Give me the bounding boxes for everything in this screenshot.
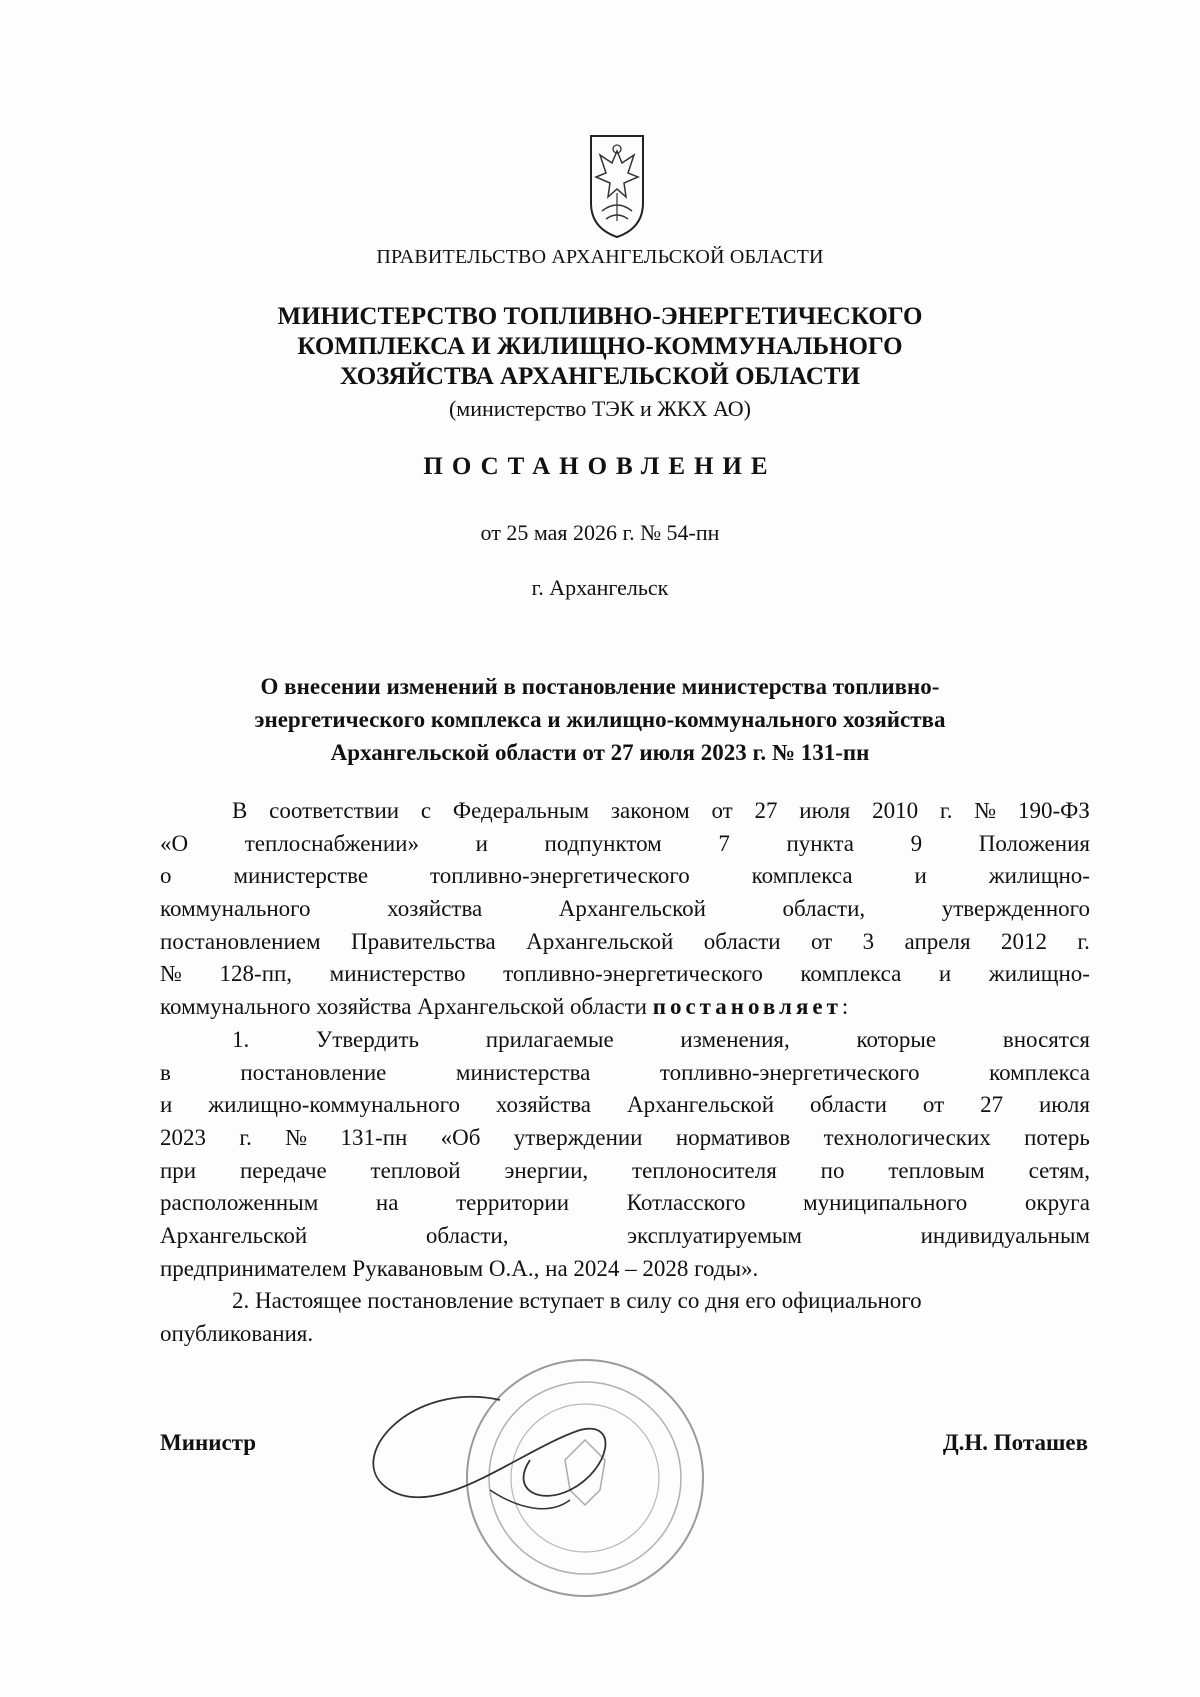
body-word: от [711, 798, 733, 823]
body-line [160, 1122, 1090, 1155]
body-word: жилищно- [988, 961, 1090, 987]
body-word: округа [1024, 1190, 1090, 1216]
body-line [160, 1057, 1090, 1090]
body-word: от [922, 1092, 945, 1118]
body-word: на [375, 1190, 399, 1216]
body-word: № [285, 1124, 308, 1150]
body-line [160, 1155, 1090, 1188]
body-line: опубликования. [160, 1321, 314, 1346]
body-word: нормативов [675, 1124, 791, 1150]
body-word: В [232, 798, 248, 823]
body-line [160, 926, 1090, 959]
body-word: топливно-энергетического [430, 863, 690, 889]
body-word: 1. [232, 1026, 250, 1052]
ministry-name [0, 302, 1200, 392]
body-word: законом [610, 798, 690, 823]
body-word: 190-ФЗ [1018, 798, 1090, 823]
body-word: г. [239, 1124, 252, 1150]
body-word: вносятся [1002, 1026, 1090, 1052]
title-line: энергетического комплекса и жилищно-коммунального хозяйства [254, 707, 946, 732]
body-line [160, 893, 1090, 926]
body-word: изменения, [680, 1026, 790, 1052]
body-word: 2023 [160, 1124, 206, 1150]
body-word: индивидуальным [920, 1222, 1090, 1248]
body-word: передаче [239, 1157, 327, 1183]
ministry-short-name: (министерство ТЭК и ЖКХ АО) [448, 396, 752, 421]
body-word: комплекса [800, 961, 902, 987]
body-word: области, [782, 896, 866, 922]
body-word: подпунктом [544, 830, 662, 856]
body-line [160, 860, 1090, 893]
body-word: г. [939, 798, 953, 823]
body-word: области [703, 928, 781, 954]
body-word: министерство [329, 961, 466, 987]
body-word: пункта [786, 830, 854, 856]
body-word: энергии, [504, 1157, 589, 1183]
body-word: Котласского [626, 1190, 746, 1216]
body-word: министерства [455, 1059, 591, 1085]
title-line: Архангельской области от 27 июля 2023 г. № 131-пн [330, 740, 870, 765]
document-body [160, 795, 1090, 1351]
body-word: комплекса [751, 863, 853, 889]
body-word: 27 [754, 798, 778, 823]
body-word: сетям, [1028, 1157, 1090, 1183]
decree-keyword: постановляет [652, 994, 842, 1020]
body-word: которые [856, 1026, 937, 1052]
body-line: 2. Настоящее постановление вступает в силу со дня его официального [232, 1288, 922, 1314]
ministry-name-line: МИНИСТЕРСТВО ТОПЛИВНО-ЭНЕРГЕТИЧЕСКОГО [277, 303, 923, 330]
body-word: «О [160, 830, 189, 856]
document-city: г. Архангельск [531, 575, 669, 600]
body-word: тепловым [888, 1157, 985, 1183]
body-line [160, 1220, 1090, 1253]
body-word: Архангельской [160, 1222, 308, 1248]
body-line [160, 795, 1090, 828]
body-word: 131-пн [340, 1124, 408, 1150]
body-line [160, 1024, 1090, 1057]
body-word: Архангельской [526, 928, 674, 954]
coat-of-arms-icon [588, 133, 646, 240]
body-word: с [420, 798, 432, 823]
body-word: и [938, 961, 952, 987]
body-word: № [974, 798, 997, 823]
body-word: № [160, 961, 182, 987]
body-word: министерстве [233, 863, 369, 889]
body-word: 2012 [1000, 928, 1047, 954]
body-word: 7 [718, 830, 730, 856]
body-word: коммунального [160, 896, 311, 922]
body-word: Федеральным [452, 798, 590, 823]
body-word: территории [456, 1190, 569, 1216]
body-word: и [914, 863, 927, 889]
body-word: утверждении [513, 1124, 643, 1150]
body-word: при [160, 1157, 197, 1183]
body-word: теплоносителя [632, 1157, 777, 1183]
body-word: прилагаемые [485, 1026, 614, 1052]
body-word: 2010 [872, 798, 919, 823]
body-word: технологических [823, 1124, 991, 1150]
body-line: предпринимателем Рукавановым О.А., на 2024 – 2028 годы». [160, 1255, 759, 1281]
body-text: коммунального хозяйства Архангельской области [160, 994, 653, 1020]
body-text: : [841, 994, 849, 1020]
body-word: муниципального [803, 1190, 968, 1216]
body-line [160, 991, 1090, 1024]
official-seal-with-signature [350, 1340, 810, 1640]
body-word: по [820, 1157, 845, 1183]
body-line [160, 958, 1090, 991]
body-word: соответствии [269, 798, 400, 823]
document-date-number: от 25 мая 2026 г. № 54-пн [480, 520, 720, 545]
government-name: ПРАВИТЕЛЬСТВО АРХАНГЕЛЬСКОЙ ОБЛАСТИ [376, 246, 824, 268]
body-word: и [160, 1092, 173, 1118]
body-word: «Об [440, 1124, 481, 1150]
body-line [160, 1089, 1090, 1122]
body-word: 9 [910, 830, 923, 856]
document-title [150, 670, 1050, 769]
body-word: 27 [980, 1092, 1004, 1118]
body-word: Архангельской [626, 1092, 775, 1118]
body-word: июля [1039, 1092, 1090, 1118]
body-word: хозяйства [495, 1092, 592, 1118]
signatory-name: Д.Н. Поташев [942, 1430, 1088, 1455]
body-word: Архангельской [558, 896, 706, 922]
body-word: утвержденного [941, 896, 1090, 922]
body-word: г. [1077, 928, 1090, 954]
body-word: теплоснабжении» [244, 830, 419, 856]
document-type: ПОСТАНОВЛЕНИЕ [423, 453, 777, 480]
body-word: эксплуатируемым [627, 1222, 802, 1248]
body-word: области [810, 1092, 887, 1118]
body-word: расположенным [160, 1190, 319, 1216]
body-word: 128-пп, [219, 961, 293, 987]
signatory-position: Министр [160, 1430, 257, 1455]
ministry-name-line: КОМПЛЕКСА И ЖИЛИЩНО-КОММУНАЛЬНОГО [297, 333, 903, 360]
body-word: 3 [862, 928, 875, 954]
body-line [160, 1187, 1090, 1220]
body-word: топливно-энергетического [659, 1059, 920, 1085]
body-word: потерь [1024, 1124, 1090, 1150]
body-line [160, 828, 1090, 861]
body-word: тепловой [370, 1157, 461, 1183]
body-word: от [810, 928, 833, 954]
body-word: постановлением [160, 928, 321, 954]
body-word: июля [799, 798, 851, 823]
body-word: жилищно-коммунального [208, 1092, 460, 1118]
title-line: О внесении изменений в постановление министерства топливно- [260, 674, 940, 699]
body-word: Правительства [350, 928, 496, 954]
body-word: хозяйства [387, 896, 483, 922]
ministry-name-line: ХОЗЯЙСТВА АРХАНГЕЛЬСКОЙ ОБЛАСТИ [339, 363, 861, 390]
body-word: области, [425, 1222, 509, 1248]
body-word: топливно-энергетического [503, 961, 763, 987]
body-word: постановление [240, 1059, 387, 1085]
body-word: Утвердить [316, 1026, 420, 1052]
body-word: в [160, 1059, 171, 1085]
body-word: жилищно- [988, 863, 1090, 889]
body-word: о [160, 863, 172, 889]
body-word: Положения [978, 830, 1090, 856]
body-word: и [475, 830, 488, 856]
body-word: апреля [904, 928, 971, 954]
body-word: комплекса [989, 1059, 1090, 1085]
